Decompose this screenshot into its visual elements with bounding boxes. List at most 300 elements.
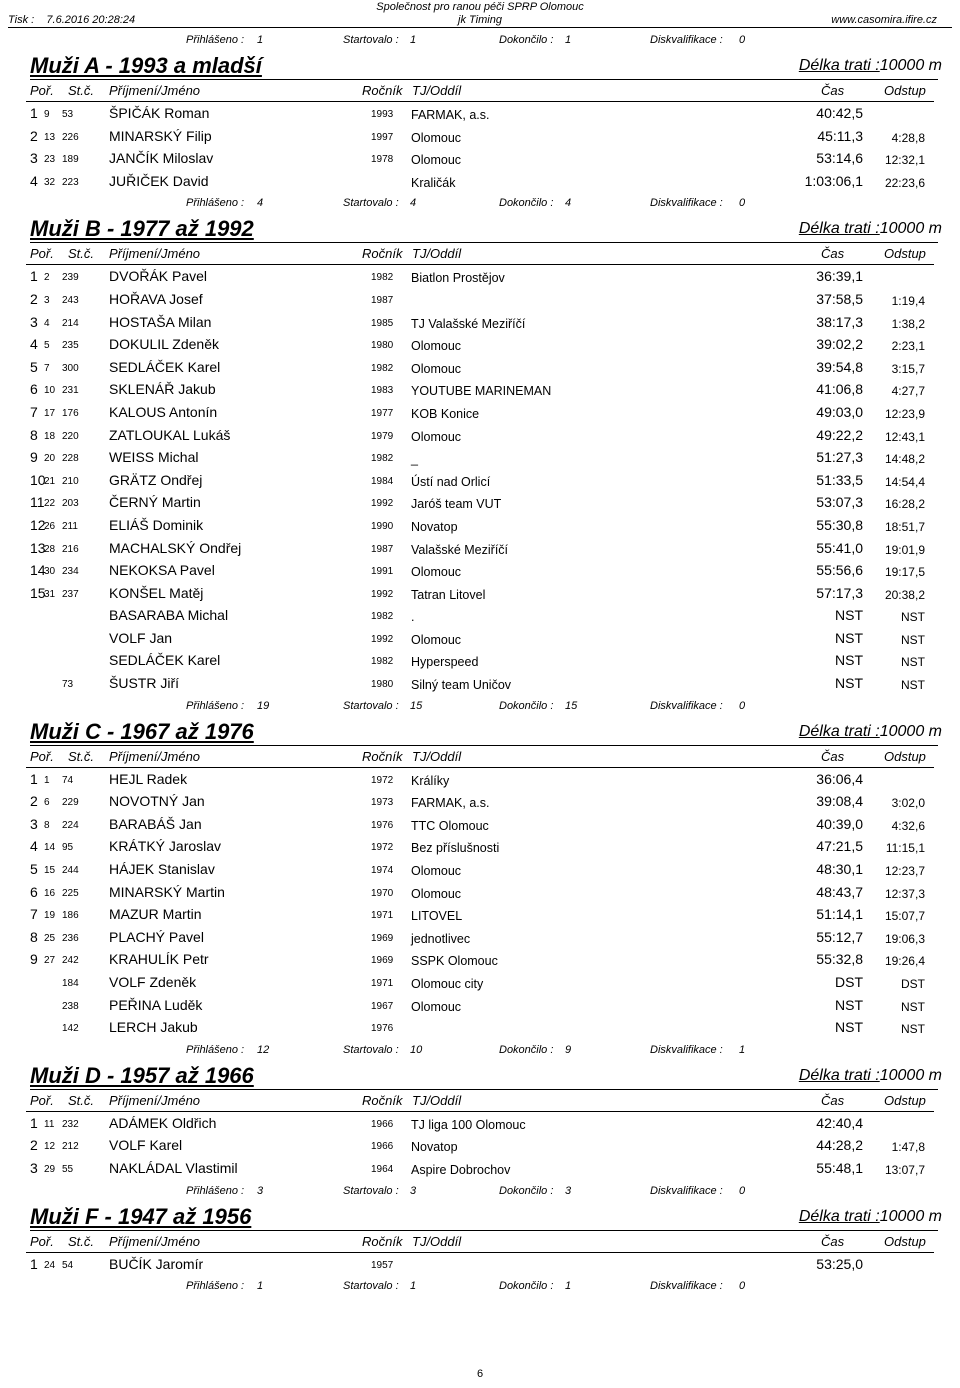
table-row bbox=[0, 424, 960, 447]
finish-time: 49:03,0 bbox=[816, 403, 863, 420]
finish-time: 55:48,1 bbox=[816, 1159, 863, 1176]
stat-text: Startovalo : bbox=[343, 197, 399, 210]
finish-time: 42:40,4 bbox=[816, 1114, 863, 1131]
table-row bbox=[0, 903, 960, 926]
birth-year: 1984 bbox=[371, 475, 394, 487]
column-header: Poř. bbox=[30, 246, 54, 262]
club: Hyperspeed bbox=[411, 655, 479, 670]
distance: Délka trati :10000 m bbox=[798, 1207, 942, 1225]
club: Kraličák bbox=[411, 175, 456, 190]
finish-time: 51:27,3 bbox=[816, 449, 863, 466]
start-number: 21 bbox=[44, 475, 56, 487]
table-row bbox=[0, 1157, 960, 1180]
website: www.casomira.ifire.cz bbox=[831, 14, 937, 26]
table-row bbox=[0, 672, 960, 695]
finish-time: DST bbox=[835, 974, 863, 990]
column-headers bbox=[26, 80, 934, 102]
club: Ústí nad Orlicí bbox=[411, 474, 491, 489]
column-header: Ročník bbox=[362, 246, 403, 262]
category-title: Muži C - 1967 až 1976 bbox=[30, 718, 254, 744]
time-gap: 14:48,2 bbox=[884, 452, 925, 467]
stat-text: Startovalo : bbox=[343, 699, 399, 712]
bib-number: 300 bbox=[62, 362, 79, 374]
column-header: TJ/Oddíl bbox=[412, 748, 462, 764]
time-gap: 19:17,5 bbox=[884, 565, 925, 580]
finish-time: 55:30,8 bbox=[816, 516, 863, 533]
club: _ bbox=[411, 452, 418, 467]
club: Olomouc bbox=[411, 886, 462, 901]
table-row bbox=[0, 446, 960, 469]
runner-name: NOVOTNÝ Jan bbox=[109, 793, 205, 810]
stat-text: Diskvalifikace : bbox=[650, 34, 723, 46]
club: Biatlon Prostějov bbox=[411, 271, 505, 286]
birth-year: 1964 bbox=[371, 1163, 394, 1175]
birth-year: 1970 bbox=[371, 887, 394, 899]
finish-time: NST bbox=[835, 607, 863, 624]
stat-text: Přihlášeno : bbox=[186, 1184, 245, 1197]
position: 2 bbox=[30, 127, 38, 144]
runner-name: JUŘIČEK David bbox=[109, 172, 209, 189]
club: Jaróš team VUT bbox=[411, 497, 502, 512]
table-row bbox=[0, 994, 960, 1017]
category-header bbox=[30, 214, 942, 243]
bib-number: 232 bbox=[62, 1118, 79, 1130]
start-number: 15 bbox=[44, 865, 56, 877]
table-row bbox=[0, 926, 960, 949]
club: Olomouc bbox=[411, 632, 462, 647]
runner-name: SEDLÁČEK Karel bbox=[109, 652, 221, 669]
start-number: 3 bbox=[44, 294, 50, 306]
stat-text: 1 bbox=[410, 34, 417, 46]
table-row bbox=[0, 469, 960, 492]
runner-name: ŠPIČÁK Roman bbox=[109, 105, 210, 121]
runner-name: WEISS Michal bbox=[109, 449, 199, 466]
table-row bbox=[0, 971, 960, 994]
birth-year: 1974 bbox=[371, 865, 394, 877]
birth-year: 1982 bbox=[371, 272, 394, 284]
time-gap: NST bbox=[901, 999, 925, 1014]
table-row bbox=[0, 491, 960, 514]
runner-name: ŠUSTR Jiří bbox=[109, 675, 179, 692]
table-row bbox=[0, 768, 960, 791]
finish-time: 39:54,8 bbox=[816, 358, 863, 375]
start-number: 26 bbox=[44, 520, 56, 532]
birth-year: 1992 bbox=[371, 633, 394, 645]
time-gap: 15:07,7 bbox=[884, 909, 925, 924]
position: 1 bbox=[30, 1255, 38, 1272]
start-number: 13 bbox=[44, 131, 56, 143]
page-number: 6 bbox=[476, 1368, 484, 1380]
runner-name: MACHALSKÝ Ondřej bbox=[109, 539, 242, 556]
finish-time: 36:39,1 bbox=[816, 268, 863, 285]
finish-time: NST bbox=[835, 675, 863, 692]
birth-year: 1978 bbox=[371, 154, 394, 166]
stat-text: Přihlášeno : bbox=[186, 1280, 245, 1293]
time-gap: NST bbox=[901, 678, 925, 693]
start-number: 18 bbox=[44, 430, 56, 442]
category-header bbox=[30, 717, 942, 746]
birth-year: 1992 bbox=[371, 498, 394, 510]
column-header: Ročník bbox=[362, 1233, 403, 1249]
finish-time: 36:06,4 bbox=[816, 770, 863, 787]
stat-text: 0 bbox=[739, 699, 746, 712]
position: 2 bbox=[30, 793, 38, 810]
table-row bbox=[0, 604, 960, 627]
start-number: 16 bbox=[44, 887, 56, 899]
table-row bbox=[0, 835, 960, 858]
bib-number: 226 bbox=[62, 131, 79, 143]
position: 11 bbox=[30, 494, 45, 511]
club: Olomouc bbox=[411, 999, 462, 1014]
club: Olomouc city bbox=[411, 977, 484, 991]
runner-name: HEJL Radek bbox=[109, 770, 188, 787]
stat-text: 3 bbox=[257, 1184, 264, 1197]
position: 10 bbox=[30, 471, 46, 488]
stat-text: Diskvalifikace : bbox=[650, 699, 723, 712]
club: Novatop bbox=[411, 1140, 458, 1155]
birth-year: 1985 bbox=[371, 317, 394, 329]
table-row bbox=[0, 627, 960, 650]
birth-year: 1976 bbox=[371, 819, 394, 831]
position: 5 bbox=[30, 358, 38, 375]
club: Silný team Uničov bbox=[411, 678, 512, 693]
finish-time: NST bbox=[835, 1019, 863, 1036]
stat-text: Dokončilo : bbox=[499, 1184, 554, 1197]
runner-name: HOŘAVA Josef bbox=[109, 290, 203, 307]
finish-time: 39:02,2 bbox=[816, 336, 863, 353]
position: 1 bbox=[30, 770, 38, 787]
start-number: 24 bbox=[44, 1259, 56, 1271]
category-header bbox=[30, 1202, 942, 1231]
finish-time: NST bbox=[835, 652, 863, 669]
start-number: 32 bbox=[44, 176, 56, 188]
summary-stats bbox=[0, 1275, 960, 1297]
bib-number: 224 bbox=[62, 819, 79, 831]
summary-stats bbox=[0, 192, 960, 214]
column-header: TJ/Oddíl bbox=[412, 1092, 462, 1108]
stat-text: Diskvalifikace : bbox=[650, 1280, 723, 1293]
birth-year: 1983 bbox=[371, 385, 394, 397]
stat-text: 0 bbox=[739, 1184, 746, 1197]
club: YOUTUBE MARINEMAN bbox=[411, 384, 552, 399]
column-header: TJ/Oddíl bbox=[412, 246, 462, 262]
start-number: 1 bbox=[44, 774, 50, 786]
table-row bbox=[0, 170, 960, 193]
time-gap: NST bbox=[901, 1022, 925, 1037]
position: 8 bbox=[30, 426, 38, 443]
start-number: 22 bbox=[44, 498, 56, 510]
finish-time: 57:17,3 bbox=[816, 584, 863, 601]
stat-text: Diskvalifikace : bbox=[650, 1184, 723, 1197]
table-row bbox=[0, 102, 960, 125]
bib-number: 142 bbox=[62, 1023, 79, 1035]
time-gap: NST bbox=[901, 655, 925, 670]
column-header: Čas bbox=[821, 748, 845, 764]
category-title: Muži B - 1977 až 1992 bbox=[30, 216, 254, 242]
club: Olomouc bbox=[411, 339, 462, 354]
stat-text: 12 bbox=[257, 1043, 270, 1056]
finish-time: 51:14,1 bbox=[816, 906, 863, 923]
bib-number: 176 bbox=[62, 407, 79, 419]
time-gap: 22:23,6 bbox=[884, 175, 925, 190]
club: Tatran Litovel bbox=[411, 587, 486, 602]
bib-number: 220 bbox=[62, 430, 79, 442]
birth-year: 1979 bbox=[371, 430, 394, 442]
birth-year: 1977 bbox=[371, 407, 394, 419]
bib-number: 228 bbox=[62, 453, 79, 465]
birth-year: 1972 bbox=[371, 774, 394, 786]
birth-year: 1982 bbox=[371, 611, 394, 623]
time-gap: DST bbox=[901, 977, 925, 991]
time-gap: 12:37,3 bbox=[884, 886, 925, 901]
finish-time: 48:30,1 bbox=[816, 861, 863, 878]
position: 4 bbox=[30, 838, 38, 855]
column-header: Příjmení/Jméno bbox=[109, 246, 201, 262]
position: 4 bbox=[30, 172, 38, 189]
start-number: 8 bbox=[44, 819, 50, 831]
club: Aspire Dobrochov bbox=[411, 1162, 511, 1177]
stat-text: Diskvalifikace : bbox=[650, 197, 723, 210]
finish-time: 55:56,6 bbox=[816, 562, 863, 579]
start-number: 20 bbox=[44, 453, 56, 465]
position: 4 bbox=[30, 336, 38, 353]
club: Olomouc bbox=[411, 429, 462, 444]
summary-stats bbox=[0, 1180, 960, 1202]
runner-name: MAZUR Martin bbox=[109, 906, 202, 923]
club: SSPK Olomouc bbox=[411, 954, 498, 969]
column-headers bbox=[26, 1231, 934, 1253]
runner-name: MINARSKÝ Filip bbox=[109, 127, 212, 144]
finish-time: 53:07,3 bbox=[816, 494, 863, 511]
runner-name: ADÁMEK Oldřich bbox=[109, 1114, 217, 1131]
finish-time: NST bbox=[835, 996, 863, 1013]
position: 5 bbox=[30, 861, 38, 878]
stat-text: 1 bbox=[410, 1280, 417, 1293]
finish-time: 53:25,0 bbox=[816, 1255, 863, 1272]
column-header: Odstup bbox=[884, 246, 926, 262]
bib-number: 239 bbox=[62, 272, 79, 284]
position: 15 bbox=[30, 584, 46, 601]
club: . bbox=[411, 610, 415, 625]
club: Valašské Meziříčí bbox=[411, 542, 509, 557]
runner-name: VOLF Karel bbox=[109, 1137, 183, 1154]
time-gap: 3:15,7 bbox=[891, 361, 925, 376]
position: 2 bbox=[30, 290, 38, 307]
runner-name: ZATLOUKAL Lukáš bbox=[109, 426, 231, 443]
start-number: 27 bbox=[44, 955, 56, 967]
birth-year: 1997 bbox=[371, 131, 394, 143]
finish-time: 45:11,3 bbox=[817, 127, 863, 144]
runner-name: NAKLÁDAL Vlastimil bbox=[109, 1159, 238, 1176]
time-gap: 1:38,2 bbox=[891, 316, 925, 331]
stat-text: Dokončilo : bbox=[499, 34, 554, 46]
table-row bbox=[0, 1112, 960, 1135]
distance: Délka trati :10000 m bbox=[798, 1066, 942, 1084]
table-row bbox=[0, 125, 960, 148]
time-gap: 18:51,7 bbox=[884, 519, 925, 534]
stat-text: Přihlášeno : bbox=[186, 699, 245, 712]
club: Olomouc bbox=[411, 130, 462, 145]
stat-text: 1 bbox=[565, 34, 572, 46]
birth-year: 1990 bbox=[371, 520, 394, 532]
birth-year: 1993 bbox=[371, 109, 394, 120]
start-number: 30 bbox=[44, 566, 56, 578]
timing: jk Timing bbox=[458, 14, 502, 26]
finish-time: 39:08,4 bbox=[816, 793, 863, 810]
stat-text: Dokončilo : bbox=[499, 699, 554, 712]
column-header: Ročník bbox=[362, 83, 403, 98]
position: 9 bbox=[30, 449, 38, 466]
column-header: Odstup bbox=[884, 1092, 926, 1108]
start-number: 12 bbox=[44, 1141, 56, 1153]
bib-number: 223 bbox=[62, 176, 79, 188]
time-gap: 2:23,1 bbox=[891, 339, 925, 354]
time-gap: 12:23,9 bbox=[884, 406, 925, 421]
column-header: Odstup bbox=[884, 748, 926, 764]
runner-name: KRAHULÍK Petr bbox=[109, 951, 209, 968]
stat-text: Přihlášeno : bbox=[186, 34, 245, 46]
stat-text: 9 bbox=[565, 1043, 572, 1056]
table-row bbox=[0, 948, 960, 971]
category-header bbox=[30, 1061, 942, 1090]
start-number: 14 bbox=[44, 842, 56, 854]
position: 6 bbox=[30, 883, 38, 900]
stat-text: 1 bbox=[257, 1280, 264, 1293]
time-gap: 19:01,9 bbox=[884, 542, 925, 557]
start-number: 25 bbox=[44, 932, 56, 944]
position: 9 bbox=[30, 951, 38, 968]
stat-text: 0 bbox=[739, 197, 746, 210]
table-row bbox=[0, 537, 960, 560]
finish-time: 37:58,5 bbox=[816, 290, 863, 307]
stat-text: 3 bbox=[410, 1184, 417, 1197]
position: 14 bbox=[30, 562, 46, 579]
bib-number: 184 bbox=[62, 978, 79, 989]
stat-text: Startovalo : bbox=[343, 1043, 399, 1056]
runner-name: GRÄTZ Ondřej bbox=[109, 471, 203, 488]
runner-name: BASARABA Michal bbox=[109, 607, 229, 624]
bib-number: 212 bbox=[62, 1141, 79, 1153]
position: 7 bbox=[30, 403, 38, 420]
start-number: 6 bbox=[44, 797, 50, 809]
bib-number: 242 bbox=[62, 955, 79, 967]
runner-name: MINARSKÝ Martin bbox=[109, 883, 225, 900]
column-header: TJ/Oddíl bbox=[412, 1233, 462, 1249]
finish-time: 48:43,7 bbox=[816, 883, 863, 900]
birth-year: 1991 bbox=[371, 566, 394, 578]
start-number: 9 bbox=[44, 109, 50, 120]
stat-text: Dokončilo : bbox=[499, 1280, 554, 1293]
birth-year: 1982 bbox=[371, 362, 394, 374]
stat-text: 19 bbox=[257, 699, 270, 712]
stat-text: Diskvalifikace : bbox=[650, 1043, 723, 1056]
bib-number: 95 bbox=[62, 842, 74, 854]
club: Bez příslušnosti bbox=[411, 841, 500, 856]
start-number: 19 bbox=[44, 910, 56, 922]
table-row bbox=[0, 1253, 960, 1276]
distance: Délka trati :10000 m bbox=[798, 57, 942, 74]
finish-time: 55:12,7 bbox=[816, 928, 863, 945]
runner-name: KRÁTKÝ Jaroslav bbox=[109, 838, 222, 855]
birth-year: 1957 bbox=[371, 1259, 394, 1271]
column-header: Příjmení/Jméno bbox=[109, 1233, 201, 1249]
table-row bbox=[0, 356, 960, 379]
finish-time: 41:06,8 bbox=[816, 381, 863, 398]
table-row bbox=[0, 333, 960, 356]
runner-name: JANČÍK Miloslav bbox=[109, 150, 214, 167]
birth-year: 1969 bbox=[371, 955, 394, 967]
runner-name: BUČÍK Jaromír bbox=[109, 1255, 204, 1272]
position: 12 bbox=[30, 516, 46, 533]
position: 3 bbox=[30, 815, 38, 832]
runner-name: BARABÁŠ Jan bbox=[109, 815, 202, 832]
club: jednotlivec bbox=[411, 931, 471, 946]
table-row bbox=[0, 401, 960, 424]
stat-text: 4 bbox=[565, 197, 572, 210]
stat-text: Přihlášeno : bbox=[186, 1043, 245, 1056]
table-row bbox=[0, 311, 960, 334]
runner-name: PEŘINA Luděk bbox=[109, 996, 203, 1013]
bib-number: 211 bbox=[62, 520, 78, 532]
stat-text: 15 bbox=[565, 699, 578, 712]
club: Olomouc bbox=[411, 864, 462, 879]
stat-text: 3 bbox=[565, 1184, 572, 1197]
runner-name: NEKOKSA Pavel bbox=[109, 562, 215, 579]
stat-text: 0 bbox=[739, 1280, 746, 1293]
runner-name: VOLF Zdeněk bbox=[109, 974, 197, 990]
birth-year: 1987 bbox=[371, 294, 394, 306]
stat-text: Dokončilo : bbox=[499, 1043, 554, 1056]
runner-name: PLACHÝ Pavel bbox=[109, 928, 204, 945]
stat-text: 10 bbox=[410, 1043, 423, 1056]
position: 7 bbox=[30, 906, 38, 923]
table-row bbox=[0, 378, 960, 401]
club: LITOVEL bbox=[411, 909, 463, 924]
time-gap: 12:23,7 bbox=[884, 864, 925, 879]
club: Olomouc bbox=[411, 153, 462, 168]
club: KOB Konice bbox=[411, 406, 480, 421]
start-number: 31 bbox=[44, 588, 56, 600]
bib-number: 73 bbox=[62, 679, 74, 691]
table-row bbox=[0, 288, 960, 311]
bib-number: 225 bbox=[62, 887, 79, 899]
stat-text: 1 bbox=[565, 1280, 572, 1293]
finish-time: 40:39,0 bbox=[816, 815, 863, 832]
bib-number: 216 bbox=[62, 543, 79, 555]
column-header: Poř. bbox=[30, 748, 54, 764]
club: Olomouc bbox=[411, 361, 462, 376]
runner-name: DVOŘÁK Pavel bbox=[109, 268, 208, 285]
time-gap: 14:54,4 bbox=[884, 474, 925, 489]
column-header: TJ/Oddíl bbox=[412, 83, 462, 98]
table-row bbox=[0, 265, 960, 288]
runner-name: KONŠEL Matěj bbox=[109, 584, 204, 601]
position: 1 bbox=[30, 105, 38, 121]
birth-year: 1992 bbox=[371, 588, 394, 600]
finish-time: 49:22,2 bbox=[816, 426, 863, 443]
bib-number: 236 bbox=[62, 932, 79, 944]
bib-number: 237 bbox=[62, 588, 79, 600]
column-header: Čas bbox=[821, 83, 845, 98]
position: 3 bbox=[30, 150, 38, 167]
finish-time: 1:03:06,1 bbox=[804, 172, 863, 189]
finish-time: 40:42,5 bbox=[816, 105, 863, 121]
start-number: 23 bbox=[44, 154, 56, 166]
runner-name: HÁJEK Stanislav bbox=[109, 861, 215, 878]
bib-number: 231 bbox=[62, 385, 79, 397]
bib-number: 203 bbox=[62, 498, 79, 510]
table-row bbox=[0, 790, 960, 813]
